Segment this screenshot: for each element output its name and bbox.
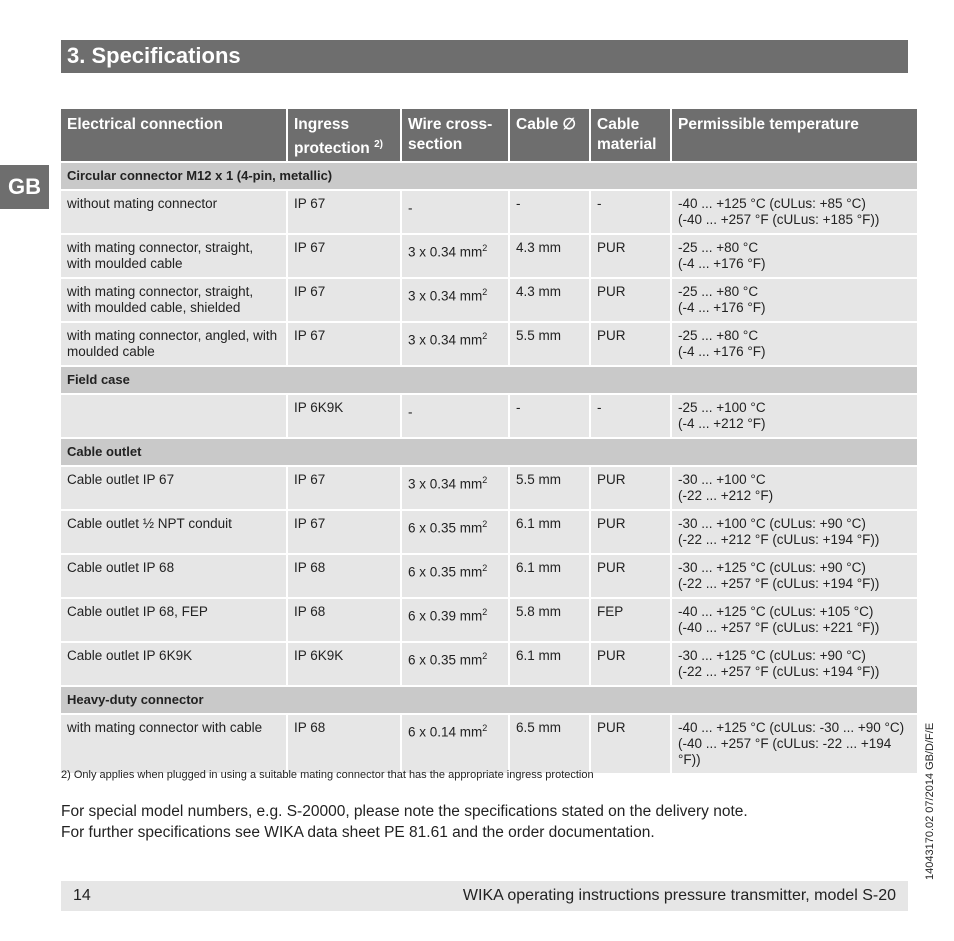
unit-exponent: 2 [482, 651, 488, 662]
cable-cell: - [510, 191, 589, 233]
temperature-celsius: -25 ... +80 °C [678, 328, 759, 344]
temperature-celsius: -40 ... +125 °C (cULus: +85 °C) [678, 196, 866, 212]
temperature-cell [672, 599, 917, 641]
temperature-celsius: -25 ... +100 °C [678, 400, 766, 416]
material-cell: PUR [591, 235, 670, 277]
group-header-row [61, 687, 917, 713]
document-code: 14043170.02 07/2014 GB/D/F/E [924, 722, 936, 880]
temperature-fahrenheit: (-22 ... +257 °F (cULus: +194 °F)) [678, 576, 880, 592]
temperature-celsius: -25 ... +80 °C [678, 284, 759, 300]
header-permissible-temperature: Permissible temperature [672, 109, 917, 161]
wire-cell: 6 x 0.14 $mm^2$ [402, 715, 508, 773]
wire-cell: 3 x 0.34 $mm^2$ [402, 323, 508, 365]
ingress-cell: IP 67 [288, 279, 400, 321]
unit-exponent: 2 [482, 331, 488, 342]
header-cable-diameter: Cable ∅ [510, 109, 589, 161]
table-row [61, 555, 917, 597]
document-title: WIKA operating instructions pressure transmitter, model S-20 [462, 887, 896, 904]
ingress-cell: IP 67 [288, 235, 400, 277]
temperature-cell [672, 643, 917, 685]
unit-exponent: 2 [482, 475, 488, 486]
connection-cell: with mating connector, angled, with moulded cable [61, 323, 286, 365]
material-cell: PUR [591, 643, 670, 685]
temperature-fahrenheit: (-40 ... +257 °F (cULus: +221 °F)) [678, 620, 880, 636]
temperature-cell [672, 235, 917, 277]
temperature-fahrenheit: (-22 ... +212 °F) [678, 488, 774, 504]
temperature-celsius: -30 ... +100 °C (cULus: +90 °C) [678, 516, 866, 532]
table-row [61, 511, 917, 553]
material-cell: PUR [591, 715, 670, 773]
unit-exponent: 2 [482, 607, 488, 618]
wire-cell: - [402, 191, 508, 233]
cable-cell: 4.3 mm [510, 235, 589, 277]
cable-cell: 6.1 mm [510, 643, 589, 685]
table-row [61, 191, 917, 233]
wire-cell: 6 x 0.35 $mm^2$ [402, 555, 508, 597]
wire-cell: 3 x 0.34 $mm^2$ [402, 279, 508, 321]
table-row [61, 643, 917, 685]
page-title: 3. Specifications [67, 43, 241, 68]
footnote: 2) Only applies when plugged in using a suitable mating connector that has the appropriate ingress protection [61, 769, 594, 781]
ingress-cell: IP 67 [288, 511, 400, 553]
group-title: Heavy-duty connector [61, 687, 917, 713]
material-cell: - [591, 395, 670, 437]
material-cell: PUR [591, 467, 670, 509]
ingress-cell: IP 67 [288, 323, 400, 365]
header-electrical-connection: Electrical connection [61, 109, 286, 161]
ingress-cell: IP 67 [288, 191, 400, 233]
ingress-cell: IP 6K9K [288, 643, 400, 685]
table-row [61, 395, 917, 437]
connection-cell: with mating connector, straight, with moulded cable [61, 235, 286, 277]
temperature-cell [672, 511, 917, 553]
connection-cell: Cable outlet IP 6K9K [61, 643, 286, 685]
ingress-cell: IP 68 [288, 555, 400, 597]
header-ingress-protection: Ingress protection $^{2)}$ [288, 109, 400, 161]
wire-cell: 3 x 0.34 $mm^2$ [402, 235, 508, 277]
page-number: 14 [73, 887, 91, 904]
cable-cell: 4.3 mm [510, 279, 589, 321]
temperature-cell [672, 395, 917, 437]
connection-cell: Cable outlet IP 68, FEP [61, 599, 286, 641]
temperature-fahrenheit: (-4 ... +212 °F) [678, 416, 766, 432]
cable-cell: 5.5 mm [510, 323, 589, 365]
temperature-cell [672, 323, 917, 365]
temperature-celsius: -30 ... +100 °C [678, 472, 766, 488]
temperature-fahrenheit: (-4 ... +176 °F) [678, 300, 766, 316]
cable-cell: 6.5 mm [510, 715, 589, 773]
temperature-cell [672, 715, 917, 773]
material-cell: PUR [591, 323, 670, 365]
cable-cell: 5.5 mm [510, 467, 589, 509]
cable-cell: 6.1 mm [510, 511, 589, 553]
table-row [61, 323, 917, 365]
material-cell: - [591, 191, 670, 233]
wire-cell: - [402, 395, 508, 437]
unit-exponent: 2 [482, 563, 488, 574]
table-row [61, 467, 917, 509]
connection-cell: without mating connector [61, 191, 286, 233]
ingress-cell: IP 67 [288, 467, 400, 509]
wire-cell: 6 x 0.35 $mm^2$ [402, 643, 508, 685]
ingress-cell: IP 6K9K [288, 395, 400, 437]
connection-cell [61, 395, 286, 437]
table-row [61, 715, 917, 773]
note-line: For special model numbers, e.g. S-20000, please note the specifications stated on the delivery note. [61, 803, 748, 820]
cable-cell: - [510, 395, 589, 437]
temperature-fahrenheit: (-22 ... +257 °F (cULus: +194 °F)) [678, 664, 880, 680]
material-cell: FEP [591, 599, 670, 641]
note-line: For further specifications see WIKA data sheet PE 81.61 and the order documentation. [61, 824, 655, 841]
temperature-celsius: -30 ... +125 °C (cULus: +90 °C) [678, 648, 866, 664]
group-header-row [61, 439, 917, 465]
connection-cell: Cable outlet IP 68 [61, 555, 286, 597]
ingress-cell: IP 68 [288, 715, 400, 773]
connection-cell: with mating connector with cable [61, 715, 286, 773]
notes [61, 801, 748, 843]
wire-cell: 6 x 0.35 $mm^2$ [402, 511, 508, 553]
temperature-fahrenheit: (-40 ... +257 °F (cULus: +185 °F)) [678, 212, 880, 228]
group-header-row [61, 163, 917, 189]
group-header-row [61, 367, 917, 393]
header-wire-cross-section: Wire cross- section [402, 109, 508, 161]
table-row [61, 279, 917, 321]
temperature-fahrenheit: (-40 ... +257 °F (cULus: -22 ... +194 °F)) [678, 736, 892, 768]
cable-cell: 6.1 mm [510, 555, 589, 597]
temperature-cell [672, 191, 917, 233]
header-cable-material: Cable material [591, 109, 670, 161]
group-title: Circular connector M12 x 1 (4-pin, metallic) [61, 163, 917, 189]
unit-exponent: 2 [482, 243, 488, 254]
cable-cell: 5.8 mm [510, 599, 589, 641]
table-row [61, 235, 917, 277]
temperature-fahrenheit: (-4 ... +176 °F) [678, 256, 766, 272]
footnote-marker: 2) [374, 139, 383, 150]
temperature-fahrenheit: (-4 ... +176 °F) [678, 344, 766, 360]
connection-cell: Cable outlet IP 67 [61, 467, 286, 509]
material-cell: PUR [591, 511, 670, 553]
group-title: Field case [61, 367, 917, 393]
connection-cell: with mating connector, straight, with moulded cable, shielded [61, 279, 286, 321]
unit-exponent: 2 [482, 723, 488, 734]
ingress-cell: IP 68 [288, 599, 400, 641]
temperature-celsius: -25 ... +80 °C [678, 240, 759, 256]
language-tab: GB [0, 165, 49, 209]
material-cell: PUR [591, 555, 670, 597]
unit-exponent: 2 [482, 287, 488, 298]
specifications-table [59, 107, 919, 775]
temperature-fahrenheit: (-22 ... +212 °F (cULus: +194 °F)) [678, 532, 880, 548]
temperature-cell [672, 467, 917, 509]
wire-cell: 3 x 0.34 $mm^2$ [402, 467, 508, 509]
unit-exponent: 2 [482, 519, 488, 530]
temperature-celsius: -40 ... +125 °C (cULus: -30 ... +90 °C) [678, 720, 905, 736]
connection-cell: Cable outlet ½ NPT conduit [61, 511, 286, 553]
table-header-row [61, 109, 917, 161]
group-title: Cable outlet [61, 439, 917, 465]
temperature-celsius: -40 ... +125 °C (cULus: +105 °C) [678, 604, 874, 620]
wire-cell: 6 x 0.39 $mm^2$ [402, 599, 508, 641]
temperature-celsius: -30 ... +125 °C (cULus: +90 °C) [678, 560, 866, 576]
temperature-cell [672, 279, 917, 321]
footer-bar [61, 881, 908, 911]
section-header-bar [61, 40, 908, 73]
temperature-cell [672, 555, 917, 597]
table-row [61, 599, 917, 641]
material-cell: PUR [591, 279, 670, 321]
